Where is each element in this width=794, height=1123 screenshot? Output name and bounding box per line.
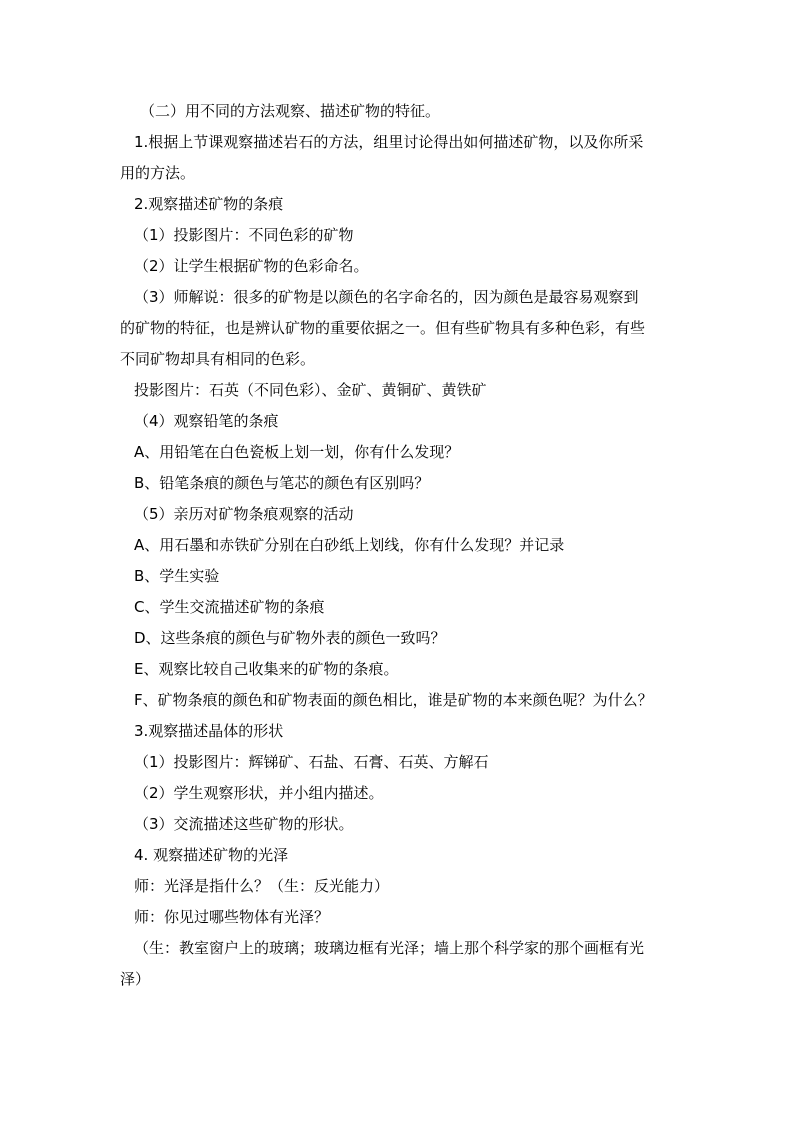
paragraph-line: 师：你见过哪些物体有光泽？ — [134, 908, 330, 926]
paragraph-line: （4）观察铅笔的条痕 — [134, 412, 279, 430]
paragraph-line: B、铅笔条痕的颜色与笔芯的颜色有区别吗？ — [134, 474, 430, 492]
paragraph-line: C、学生交流描述矿物的条痕 — [134, 598, 325, 616]
paragraph-line: 泽） — [120, 970, 151, 988]
paragraph-line: 用的方法。 — [120, 164, 196, 182]
paragraph-line: （3）师解说：很多的矿物是以颜色的名字命名的，因为颜色是最容易观察到 — [134, 288, 639, 306]
paragraph-line: （5）亲历对矿物条痕观察的活动 — [134, 505, 354, 523]
subsection-heading: 3.观察描述晶体的形状 — [134, 722, 284, 740]
paragraph-line: 的矿物的特征，也是辨认矿物的重要依据之一。但有些矿物具有多种色彩，有些 — [120, 319, 646, 337]
paragraph-line: 师：光泽是指什么？（生：反光能力） — [134, 877, 390, 895]
paragraph-line: F、矿物条痕的颜色和矿物表面的颜色相比，谁是矿物的本来颜色呢？为什么？ — [134, 691, 653, 709]
paragraph-line: （3）交流描述这些矿物的形状。 — [134, 815, 354, 833]
subsection-heading: 2.观察描述矿物的条痕 — [134, 195, 284, 213]
paragraph-line: D、这些条痕的颜色与矿物外表的颜色一致吗？ — [134, 629, 446, 647]
paragraph-line: 投影图片：石英（不同色彩）、金矿、黄铜矿、黄铁矿 — [134, 381, 487, 399]
paragraph-line: （2）学生观察形状，并小组内描述。 — [134, 784, 384, 802]
document-body — [120, 96, 680, 995]
paragraph-line: （2）让学生根据矿物的色彩命名。 — [134, 257, 369, 275]
paragraph-line: E、观察比较自己收集来的矿物的条痕。 — [134, 660, 399, 678]
paragraph-line: B、学生实验 — [134, 567, 220, 585]
paragraph-line: A、用石墨和赤铁矿分别在白砂纸上划线，你有什么发现？并记录 — [134, 536, 565, 554]
paragraph-line: （生：教室窗户上的玻璃；玻璃边框有光泽；墙上那个科学家的那个画框有光 — [134, 939, 645, 957]
section-heading: （二）用不同的方法观察、描述矿物的特征。 — [140, 102, 441, 120]
paragraph-line: （1）投影图片：辉锑矿、石盐、石膏、石英、方解石 — [134, 753, 489, 771]
paragraph-line: （1）投影图片：不同色彩的矿物 — [134, 226, 354, 244]
subsection-heading: 4. 观察描述矿物的光泽 — [134, 846, 289, 864]
paragraph-line: 不同矿物却具有相同的色彩。 — [120, 350, 316, 368]
paragraph-line: A、用铅笔在白色瓷板上划一划，你有什么发现？ — [134, 443, 460, 461]
paragraph-line: 1.根据上节课观察描述岩石的方法，组里讨论得出如何描述矿物，以及你所采 — [134, 133, 644, 151]
